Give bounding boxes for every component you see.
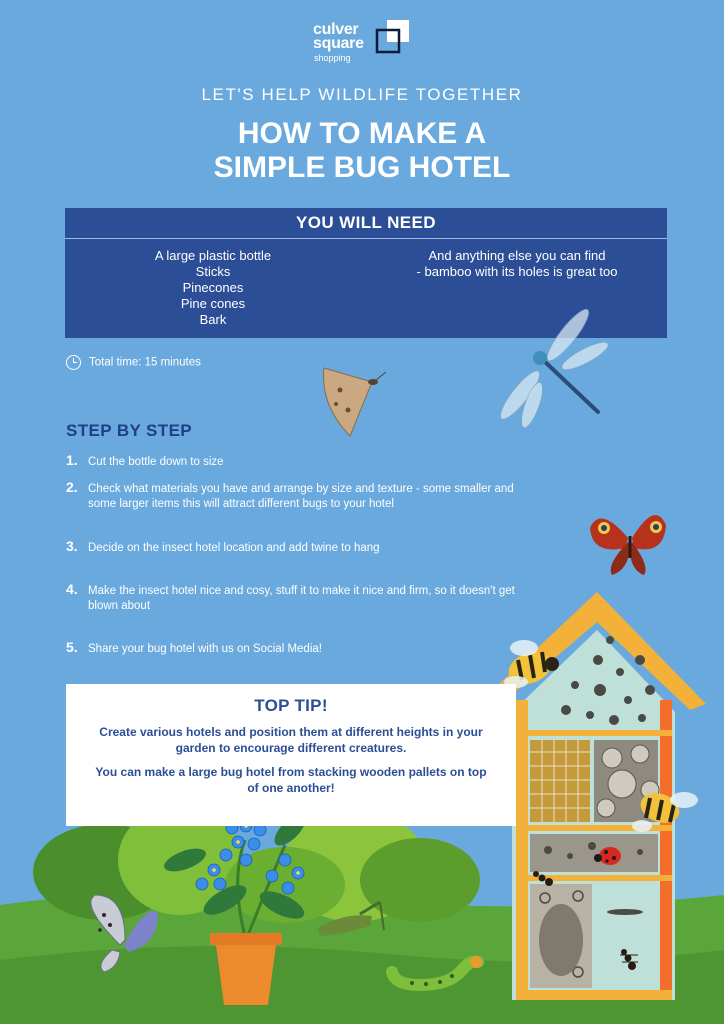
- brand-line-1: culver: [313, 21, 359, 38]
- step-text: Make the insect hotel nice and cosy, stuff it to make it nice and firm, so it doesn't get blown about: [88, 585, 515, 612]
- title-line-2: SIMPLE BUG HOTEL: [213, 151, 511, 184]
- steps-heading: STEP BY STEP: [66, 421, 193, 440]
- step-number: 1.: [66, 452, 78, 468]
- total-time-label: Total time: 15 minutes: [89, 356, 201, 369]
- you-will-need-heading: YOU WILL NEED: [65, 208, 667, 239]
- brand-line-2: square: [313, 35, 364, 52]
- need-extra-line: And anything else you can find: [428, 248, 606, 263]
- top-tip-paragraph-1: Create various hotels and position them at different heights in your garden to encourage different creatures.: [99, 725, 483, 755]
- top-tip-paragraph-2: You can make a large bug hotel from stacking wooden pallets on top of one another!: [95, 765, 487, 795]
- need-item: Pinecones: [182, 280, 244, 295]
- title-line-1: HOW TO MAKE A: [237, 117, 487, 150]
- step-text: Cut the bottle down to size: [88, 456, 224, 468]
- step-text: Share your bug hotel with us on Social Media!: [88, 643, 322, 655]
- step-text: Decide on the insect hotel location and add twine to hang: [88, 542, 380, 554]
- need-item: A large plastic bottle: [154, 248, 272, 263]
- need-item: Bark: [199, 312, 227, 327]
- kicker-text: LET'S HELP WILDLIFE TOGETHER: [201, 85, 523, 104]
- dragonfly-icon: [495, 305, 611, 430]
- moth-icon: [324, 368, 386, 436]
- step-number: 5.: [66, 639, 78, 655]
- top-tip-heading: TOP TIP!: [254, 696, 328, 715]
- brand-line-3: shopping: [314, 53, 351, 63]
- top-tip-box: [66, 684, 516, 826]
- step-number: 3.: [66, 538, 78, 554]
- step-text: Check what materials you have and arrange by size and texture - some smaller and some larger items this will attract different bugs to your hotel: [88, 483, 514, 510]
- step-number: 2.: [66, 479, 78, 495]
- step-number: 4.: [66, 581, 78, 597]
- need-item: Pine cones: [180, 296, 246, 311]
- need-extra-line: - bamboo with its holes is great too: [416, 264, 618, 279]
- butterfly-icon: [590, 515, 666, 575]
- need-item: Sticks: [195, 264, 231, 279]
